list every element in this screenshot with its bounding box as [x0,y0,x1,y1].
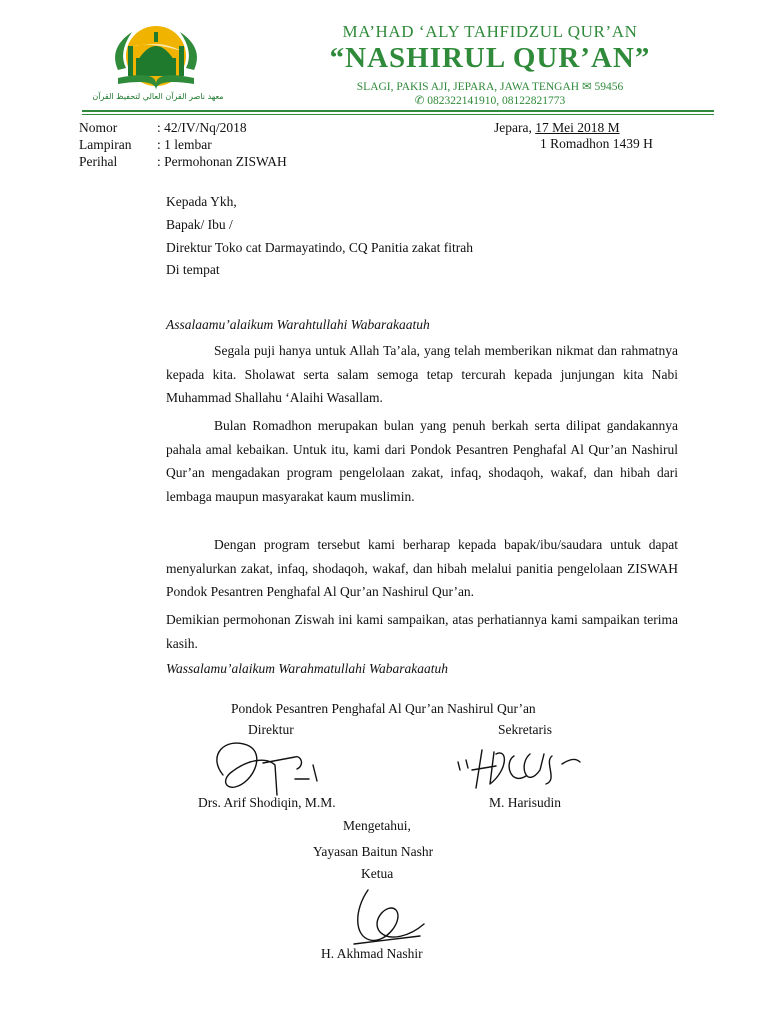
recipient-line2: Bapak/ Ibu / [166,217,233,232]
date-masehi: 17 Mei 2018 M [535,120,620,135]
perihal-value: : Permohonan ZISWAH [157,154,287,169]
letter-date [494,120,620,136]
letterhead-divider [82,110,714,112]
nomor-label: Nomor [79,120,118,135]
greeting: Assalaamu’alaikum Warahtullahi Wabarakaatuh [166,317,430,332]
lampiran-label: Lampiran [79,137,132,152]
institution-address: SLAGI, PAKIS AJI, JEPARA, JAWA TENGAH ✉ 59456 [356,81,624,93]
secretary-signature-image [448,740,588,800]
recipient-line4: Di tempat [166,262,220,277]
letterhead-divider-thin [82,114,714,115]
paragraph-4: Demikian permohonan Ziswah ini kami sampaikan, atas perhatiannya kami sampaikan terima kasih. [166,612,678,651]
nomor-value: : 42/IV/Nq/2018 [157,120,247,135]
letter-place: Jepara, [494,120,536,135]
paragraph-1: Segala puji hanya untuk Allah Ta’ala, yang telah memberikan nikmat dan rahmatnya kepada kita. Sholawat serta salam semoga tetap tercurah kepada junjungan kita Nabi Muhammad Shallahu ‘Alaihi Wasallam. [166,343,678,405]
secretary-name: M. Harisudin [489,795,561,810]
institution-logo [88,18,228,110]
paragraph-2: Bulan Romadhon merupakan bulan yang penuh berkah serta dilipat gandakannya pahala amal kebaikan. Untuk itu, kami dari Pondok Pesantren Penghafal Al Qur’an Nashirul Qur’an mengadakan program pengelolaan zakat, infaq, shodaqoh, wakaf, dan hibah dari lembaga maupun masyarakat kaum muslimin. [166,418,678,504]
chair-title: Ketua [361,866,394,881]
chair-name: H. Akhmad Nashir [321,946,423,961]
acknowledged-label: Mengetahui, [343,818,411,833]
lampiran-value: : 1 lembar [157,137,212,152]
signature-org: Pondok Pesantren Penghafal Al Qur’an Nashirul Qur’an [231,701,536,716]
closing: Wassalamu’alaikum Warahmatullahi Wabarakaatuh [166,661,449,676]
chair-signature-image [340,880,440,950]
perihal-label: Perihal [79,154,118,169]
director-name: Drs. Arif Shodiqin, M.M. [198,795,336,810]
recipient-line1: Kepada Ykh, [166,194,237,209]
date-hijri: 1 Romadhon 1439 H [540,136,653,151]
institution-type: MA’HAD ‘ALY TAHFIDZUL QUR’AN [342,22,638,41]
logo-arabic-caption: معهد ناصر القرآن العالي لتحفيظ القرآن [92,92,224,101]
director-title: Direktur [248,722,294,737]
recipient-line3: Direktur Toko cat Darmayatindo, CQ Panitia zakat fitrah [166,240,473,255]
foundation-name: Yayasan Baitun Nashr [313,844,434,859]
secretary-title: Sekretaris [498,722,552,737]
institution-phone: ✆ 082322141910, 08122821773 [414,95,566,107]
paragraph-3: Dengan program tersebut kami berharap kepada bapak/ibu/saudara untuk dapat menyalurkan zakat, infaq, shodaqoh, wakaf, dan hibah melalui panitia pengelolaan ZISWAH Pondok Pesantren Penghafal Al Qur’an Nashirul Qur’an. [166,537,678,599]
institution-name: “NASHIRUL QUR’AN” [329,42,651,74]
